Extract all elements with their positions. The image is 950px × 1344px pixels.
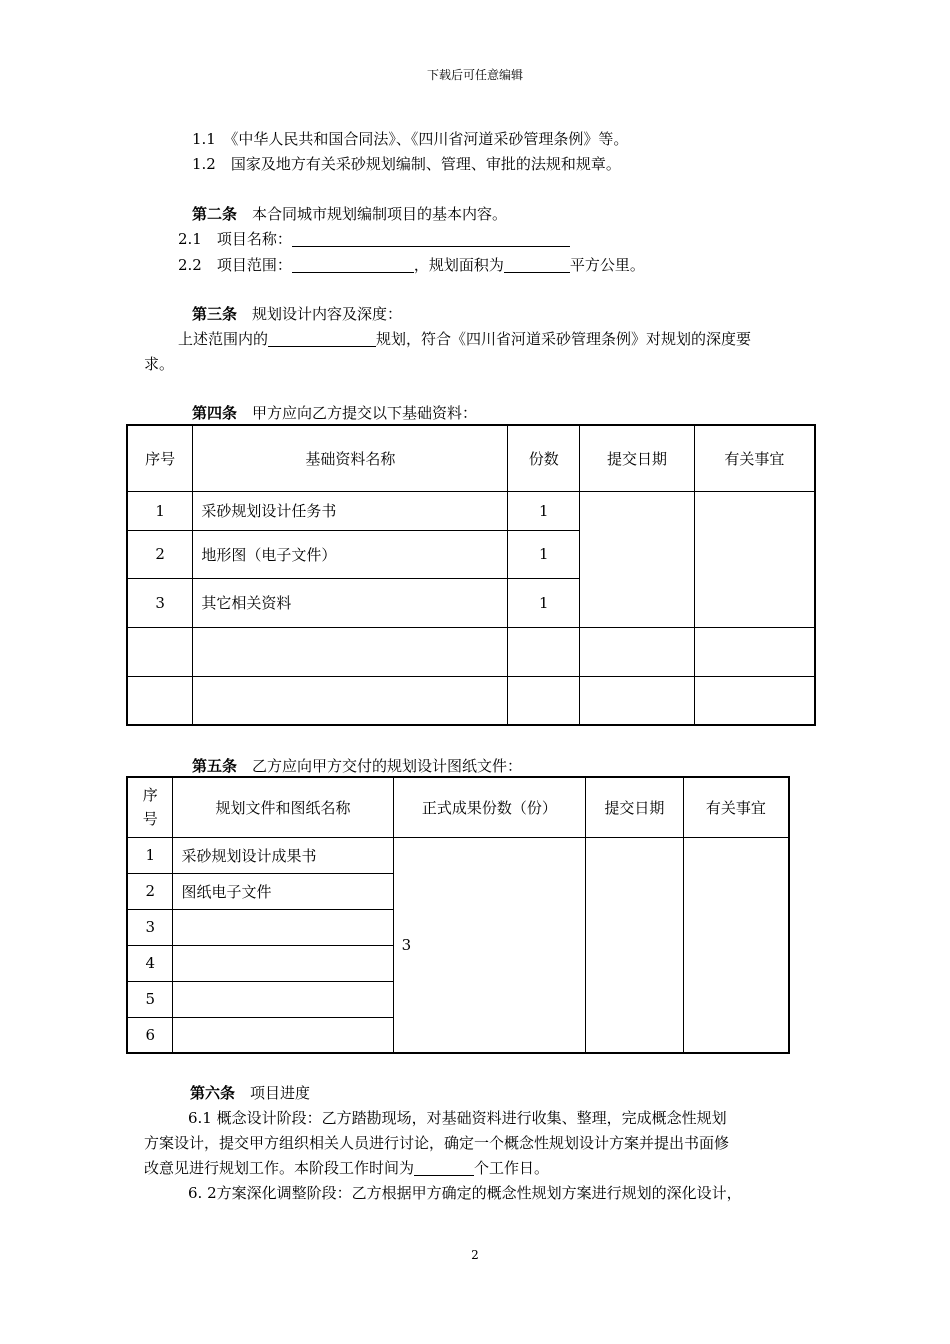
table-row — [127, 491, 815, 530]
clause-3-b: 规划，符合《四川省河道采砂管理条例》对规划的深度要 — [376, 330, 752, 348]
empty-cell[interactable] — [508, 627, 580, 676]
article-6 — [190, 1082, 310, 1103]
article-2-text: 本合同城市规划编制项目的基本内容。 — [237, 205, 508, 223]
area-blank[interactable] — [504, 257, 570, 273]
article-2 — [192, 203, 507, 224]
article-3 — [192, 303, 402, 324]
document-name: 采砂规划设计成果书 — [173, 837, 393, 873]
empty-cell[interactable] — [508, 676, 580, 725]
table-row — [127, 837, 789, 873]
article-4-title: 第四条 — [192, 404, 238, 422]
column-header: 有关事宜 — [683, 777, 789, 837]
column-header: 提交日期 — [580, 425, 695, 491]
clause-2-1-label: 2.1 项目名称： — [178, 230, 292, 248]
article-4 — [192, 402, 477, 423]
deliverables-table — [126, 776, 790, 1054]
clause-3-line2: 求。 — [144, 355, 175, 373]
article-3-text: 规划设计内容及深度： — [237, 305, 403, 323]
clause-2-2-label: 2.2 项目范围： — [178, 256, 292, 274]
copies: 1 — [508, 578, 580, 627]
empty-cell[interactable] — [694, 676, 815, 725]
row-index: 5 — [127, 981, 173, 1017]
column-header: 基础资料名称 — [193, 425, 508, 491]
clause-3-line1 — [178, 328, 751, 349]
empty-cell[interactable] — [694, 627, 815, 676]
document-name[interactable] — [173, 981, 393, 1017]
clause-6-1-line2: 方案设计，提交甲方组织相关人员进行讨论，确定一个概念性规划设计方案并提出书面修 — [144, 1134, 730, 1152]
column-header: 序号 — [127, 425, 193, 491]
clause-3-a: 上述范围内的 — [178, 330, 269, 348]
row-index: 6 — [127, 1017, 173, 1053]
table-header-row — [127, 425, 815, 491]
article-2-title: 第二条 — [192, 205, 238, 223]
clause-6-2: 6. 2方案深化调整阶段：乙方根据甲方确定的概念性规划方案进行规划的深化设计， — [188, 1184, 742, 1202]
page-number: 2 — [471, 1248, 479, 1262]
table-row — [127, 676, 815, 725]
table-header-row — [127, 777, 789, 837]
article-3-title: 第三条 — [192, 305, 238, 323]
clause-6-1-c2: 个工作日。 — [474, 1159, 550, 1177]
basic-materials-table — [126, 424, 816, 726]
article-5-text: 乙方应向甲方交付的规划设计图纸文件： — [237, 757, 523, 775]
empty-cell[interactable] — [127, 676, 193, 725]
copies: 1 — [508, 530, 580, 578]
column-header: 序 号 — [127, 777, 173, 837]
row-index: 4 — [127, 945, 173, 981]
article-6-title: 第六条 — [190, 1084, 236, 1102]
article-4-text: 甲方应向乙方提交以下基础资料： — [237, 404, 478, 422]
clause-2-2-mid: ，规划面积为 — [413, 256, 504, 274]
plan-type-blank[interactable] — [268, 331, 376, 347]
empty-cell[interactable] — [193, 627, 508, 676]
document-name[interactable] — [173, 909, 393, 945]
article-5 — [192, 755, 522, 776]
submit-date-cell[interactable] — [586, 837, 684, 1053]
table-row — [127, 627, 815, 676]
empty-cell[interactable] — [580, 627, 695, 676]
clause-2-2 — [178, 254, 645, 275]
row-index: 2 — [127, 530, 193, 578]
material-name: 其它相关资料 — [193, 578, 508, 627]
empty-cell[interactable] — [580, 676, 695, 725]
clause-6-1-line3 — [144, 1157, 549, 1178]
row-index: 3 — [127, 909, 173, 945]
project-name-blank[interactable] — [292, 231, 570, 247]
empty-cell[interactable] — [193, 676, 508, 725]
material-name: 地形图（电子文件） — [193, 530, 508, 578]
clause-2-2-end: 平方公里。 — [569, 256, 645, 274]
page-header: 下载后可任意编辑 — [426, 68, 523, 82]
clause-1-1: 1.1 《中华人民共和国合同法》、《四川省河道采砂管理条例》等。 — [192, 130, 629, 148]
clause-6-1-c1: 改意见进行规划工作。本阶段工作时间为 — [144, 1159, 415, 1177]
submit-date-cell[interactable] — [580, 491, 695, 627]
project-scope-blank[interactable] — [292, 257, 414, 273]
document-name[interactable] — [173, 945, 393, 981]
notes-cell[interactable] — [683, 837, 789, 1053]
article-6-text: 项目进度 — [235, 1084, 311, 1102]
clause-1-2: 1.2 国家及地方有关采砂规划编制、管理、审批的法规和规章。 — [192, 155, 621, 173]
row-index: 3 — [127, 578, 193, 627]
document-name: 图纸电子文件 — [173, 873, 393, 909]
row-index: 1 — [127, 491, 193, 530]
column-header: 正式成果份数（份） — [393, 777, 585, 837]
empty-cell[interactable] — [127, 627, 193, 676]
clause-6-1-line1: 6.1 概念设计阶段：乙方踏勘现场，对基础资料进行收集、整理，完成概念性规划 — [188, 1109, 727, 1127]
workdays-blank[interactable] — [414, 1160, 474, 1176]
notes-cell[interactable] — [694, 491, 815, 627]
official-copies: 3 — [393, 837, 585, 1053]
material-name: 采砂规划设计任务书 — [193, 491, 508, 530]
column-header: 提交日期 — [586, 777, 684, 837]
article-5-title: 第五条 — [192, 757, 238, 775]
document-name[interactable] — [173, 1017, 393, 1053]
row-index: 1 — [127, 837, 173, 873]
column-header: 有关事宜 — [694, 425, 815, 491]
row-index: 2 — [127, 873, 173, 909]
clause-2-1 — [178, 228, 570, 249]
copies: 1 — [508, 491, 580, 530]
column-header: 规划文件和图纸名称 — [173, 777, 393, 837]
column-header: 份数 — [508, 425, 580, 491]
